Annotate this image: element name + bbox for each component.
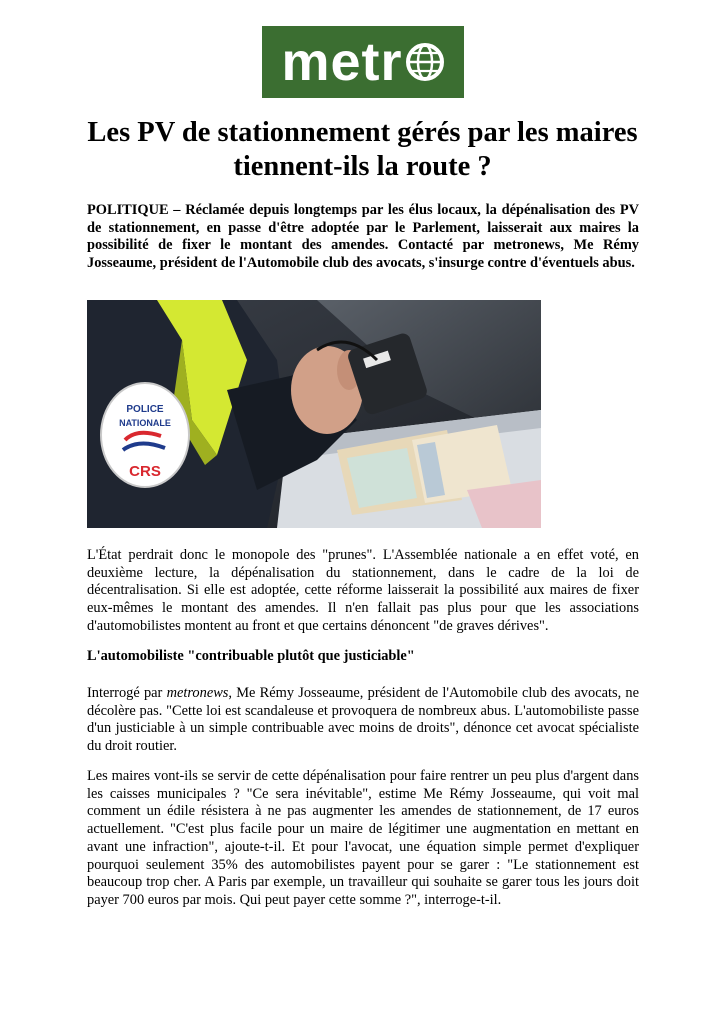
photo-illustration bbox=[87, 300, 541, 528]
article-subheading: L'automobiliste "contribuable plutôt que justiciable" bbox=[87, 648, 415, 664]
metro-logo bbox=[262, 26, 464, 98]
paragraph-2-intro: Interrogé par bbox=[87, 685, 167, 701]
article-photo bbox=[87, 300, 541, 528]
logo-wordmark bbox=[281, 32, 444, 92]
paragraph-2-body: , Me Rémy Josseaume, président de l'Automobile club des avocats, ne décolère pas. "Cette loi est scandaleuse et provoquera de nombreux abus. L'automobiliste passe d'un justiciable à un simple contribuable avec moins de droits", dénonce cet avocat spécialiste du droit routier. bbox=[87, 685, 639, 755]
globe-icon bbox=[405, 42, 445, 82]
article-paragraph-2 bbox=[87, 685, 639, 756]
article-title: Les PV de stationnement gérés par les maires tiennent-ils la route ? bbox=[87, 117, 638, 182]
badge-line3: CRS bbox=[129, 463, 161, 480]
badge-line2: NATIONALE bbox=[119, 418, 171, 428]
article-paragraph-3: Les maires vont-ils se servir de cette dépénalisation pour faire rentrer un peu plus d'argent dans les caisses municipales ? "Ce sera inévitable", estime Me Rémy Josseaume, qui voit mal comment un édile résistera à ne pas augmenter les amendes de stationnement, de 17 euros actuellement. "C'est plus facile pour un maire de légitimer une augmentation en mettant en avant une infraction", ajoute-t-il. Et pour l'avocat, une équation simple permet d'expliquer pourquoi seulement 35% des automobilistes payent pour se garer : "Le stationnement est beaucoup trop cher. A Paris par exemple, un travailleur qui souhaite se garer tous les jours doit payer 700 euros par mois. Qui peut payer cette somme ?", interroge-t-il. bbox=[87, 768, 639, 908]
paragraph-2-source: metronews bbox=[166, 685, 229, 701]
logo-text: metr bbox=[281, 32, 403, 92]
article-paragraph-1: L'État perdrait donc le monopole des "prunes". L'Assemblée nationale a en effet voté, en deuxième lecture, la dépénalisation du stationnement, dans le cadre de la loi de décentralisation. Si elle est adoptée, cette réforme laisserait la possibilité aux maires de fixer eux-mêmes le montant des amendes. Il n'en fallait pas plus pour que les associations d'automobilistes montent au front et que certains dénoncent "de graves dérives". bbox=[87, 547, 639, 634]
article-lead: POLITIQUE – Réclamée depuis longtemps par les élus locaux, la dépénalisation des PV de stationnement, en passe d'être adoptée par le Parlement, laisserait aux maires la possibilité de fixer le montant des amendes. Contacté par metronews, Me Rémy Josseaume, président de l'Automobile club des avocats, s'insurge contre d'éventuels abus. bbox=[87, 202, 639, 272]
badge-line1: POLICE bbox=[126, 404, 164, 415]
